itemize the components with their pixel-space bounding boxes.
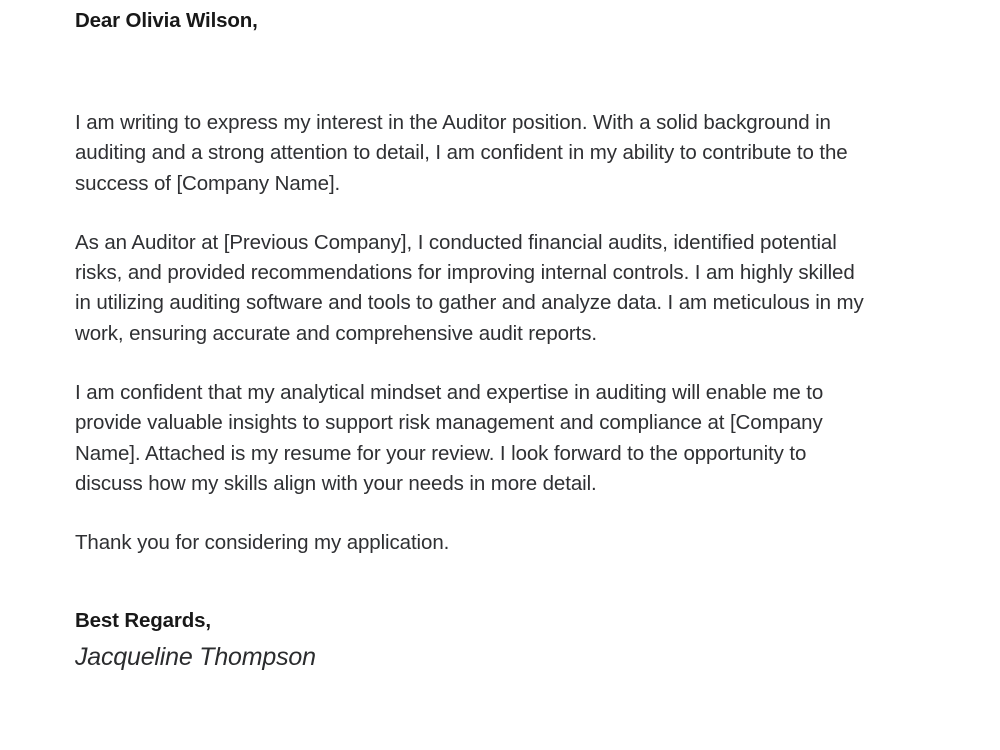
- letter-paragraph-1: I am writing to express my interest in the Auditor position. With a solid background in auditing and a strong attention to detail, I am confident in my ability to contribute to the success of [Company Name].: [75, 111, 848, 195]
- letter-closing: Best Regards,: [75, 608, 211, 632]
- letter-thanks-line: Thank you for considering my application.: [75, 531, 450, 555]
- letter-signature: Jacqueline Thompson: [75, 642, 316, 671]
- letter-closing-block: [75, 607, 865, 674]
- letter-body: [75, 108, 865, 559]
- letter-paragraph-3: I am confident that my analytical mindset and expertise in auditing will enable me to provide valuable insights to support risk management and compliance at [Company Name]. Attached is my resume for your review. I look forward to the opportunity to discuss how my skills align with your needs in more detail.: [75, 381, 824, 495]
- letter-paragraph-2: As an Auditor at [Previous Company], I conducted financial audits, identified potential risks, and provided recommendations for improving internal controls. I am highly skilled in utilizing auditing software and tools to gather and analyze data. I am meticulous in my work, ensuring accurate and comprehensive audit reports.: [75, 230, 864, 345]
- letter-salutation: Dear Olivia Wilson,: [75, 9, 258, 32]
